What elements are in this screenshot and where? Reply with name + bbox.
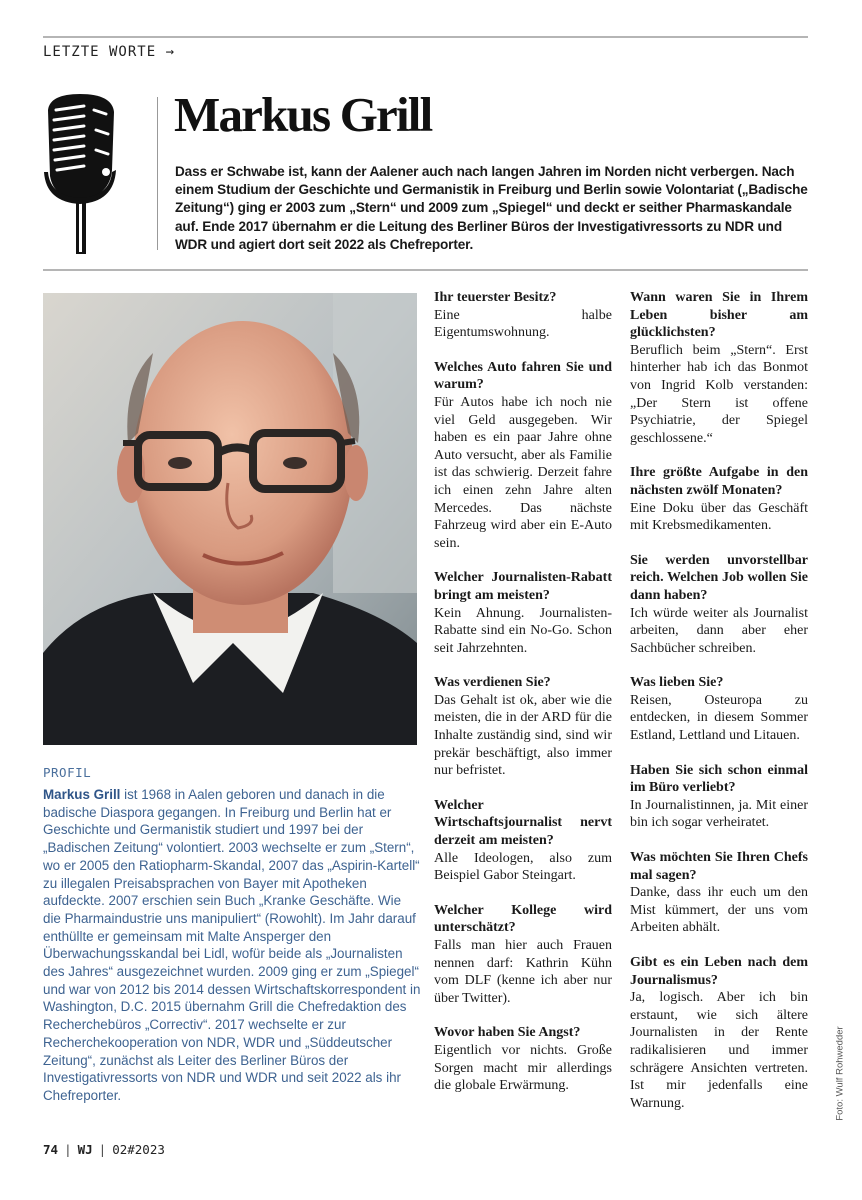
section-kicker: LETZTE WORTE → [43,44,176,60]
qa-item [630,954,808,1112]
answer: Reisen, Osteuropa zu entdecken, in diesem Sommer Estland, Lettland und Litauen. [630,692,808,744]
answer: Das Gehalt ist ok, aber wie die meisten, die in der ARD für die Inhalte zuständig sind, sind wir prekär beschäftigt, also immer nur befristet. [434,692,612,779]
microphone-icon [40,90,122,254]
portrait-photo [43,293,417,745]
header-bottom-rule [43,269,808,271]
profile-label: PROFIL [43,765,92,780]
answer: Eine halbe Eigentumswohnung. [434,307,612,341]
qa-item [434,797,612,885]
profile-body: ist 1968 in Aalen geboren und danach in die badische Diaspora gegangen. In Freiburg und Berlin hat er Geschichte und Germanistik studiert und 1997 bei der „Badischen Zeitung“ volontiert. 2003 wechselte er zum „Stern“, wo er 2005 den Ratiopharm-Skandal, 2007 das „Aspirin-Kartell“ zu illegalen Preisabsprachen von Bayer mit Apotheken aufdeckte. 2007 erschien sein Buch „Kranke Geschäfte. Wie die Pharmaindustrie uns manipuliert“ (Rowohlt). Im Jahr darauf enthüllte er gemeinsam mit Malte Ansperger den Überwachungsskandal bei Lidl, wofür beide als „Journalisten des Jahres“ ausgezeichnet wurden. 2009 ging er zum „Spiegel“ und war von 2012 bis 2014 dessen Wirtschaftskorrespondent in Washington, D.C. 2015 übernahm Grill die Chefredaktion des Recherchebüros „Correctiv“. 2017 wechselte er zur Recherchekooperation von NDR, WDR und „Süddeutscher Zeitung“, zunächst als Leiter des Berliner Büros der Investigativressorts von NDR und WDR und seit 2022 als ihr Chefreporter. [43,787,421,1103]
magazine-name: WJ [77,1142,93,1157]
question: Was verdienen Sie? [434,675,551,691]
qa-item [434,359,612,553]
header-divider [157,97,158,250]
question: Welches Auto fahren Sie und warum? [434,359,612,393]
question: Gibt es ein Leben nach dem Journalismus? [630,955,808,988]
qa-item [434,902,612,1008]
issue-number: 02#2023 [112,1142,165,1157]
qa-item [630,552,808,658]
qa-item [630,849,808,937]
question: Welcher Journalisten-Rabatt bringt am meisten? [434,570,612,603]
answer: Ja, logisch. Aber ich bin erstaunt, wie sich ältere Journalisten in der Rente radikalisieren und immer schrägere Ansichten vertreten. Ist mir jedenfalls eine Warnung. [630,990,808,1111]
question: Ihre größte Aufgabe in den nächsten zwölf Monaten? [630,465,808,498]
page-footer: 74 | WJ | 02#2023 [43,1142,165,1157]
question: Was lieben Sie? [630,675,724,691]
question: Wovor haben Sie Angst? [434,1025,581,1041]
interview-column-1 [434,289,612,1112]
question: Welcher Kollege wird unterschätzt? [434,902,612,936]
answer: In Journalistinnen, ja. Mit einer bin ich sogar verheiratet. [630,797,808,831]
intro-text: Dass er Schwabe ist, kann der Aalener auch nach langen Jahren im Norden nicht verbergen. Nach einem Studium der Geschichte und Germanistik in Freiburg und Berlin sowie Volontariat („Badische Zeitung“) ging er 2003 zum „Stern“ und 2009 zum „Spiegel“ und deckt er seither Pharmaskandale auf. Ende 2017 übernahm er die Leitung des Berliner Büros der Investigativressorts zu NDR und WDR und agiert dort seit 2022 als Chefreporter. [175,164,808,252]
answer: Eigentlich vor nichts. Große Sorgen macht mir allerdings die globale Erwärmung. [434,1042,612,1094]
answer: Beruflich beim „Stern“. Erst hinterher hab ich das Bonmot von Ingrid Kolb verstanden: „Der Stern ist offene Psychiatrie, der Spiegel geschlossene.“ [630,342,808,446]
qa-item [434,289,612,342]
qa-item [630,289,808,447]
question: Ihr teuerster Besitz? [434,290,557,305]
question: Haben Sie sich schon einmal im Büro verliebt? [630,762,808,796]
question: Wann waren Sie in Ihrem Leben bisher am glücklichsten? [630,290,808,341]
answer: Alle Ideologen, also zum Beispiel Gabor Steingart. [434,850,612,884]
answer: Kein Ahnung. Journalisten-Rabatte sind ein No-Go. Schon seit Jahrzehnten. [434,605,612,656]
qa-item [434,569,612,657]
qa-item [630,762,808,832]
qa-item [434,1024,612,1094]
interview-column-2 [630,289,808,1129]
answer: Eine Doku über das Geschäft mit Krebsmedikamenten. [630,500,808,534]
question: Sie werden unvorstellbar reich. Welchen Job wollen Sie dann haben? [630,552,808,603]
page-title: Markus Grill [174,87,432,142]
profile-text [43,786,421,1105]
profile-name: Markus Grill [43,787,121,802]
answer: Ich würde weiter als Journalist arbeiten, dann aber eher Sachbücher schreiben. [630,605,808,656]
question: Welcher Wirtschaftsjournalist nervt derzeit am meisten? [434,797,612,849]
top-rule [43,36,808,38]
photo-credit: Foto: Wulf Rohwedder [834,1026,846,1121]
qa-item [434,674,612,780]
answer: Für Autos habe ich noch nie viel Geld ausgegeben. Wir haben es ein paar Jahre ohne Auto versucht, aber als Familie ist das schwierig. Derzeit fahre ich einen zehn Jahre alten Mercedes. Das nächste Fahrzeug wird aber ein E-Auto sein. [434,394,612,551]
qa-item [630,464,808,534]
page-number: 74 [43,1142,59,1157]
question: Was möchten Sie Ihren Chefs mal sagen? [630,850,808,883]
qa-item [630,674,808,744]
answer: Danke, dass ihr euch um den Mist kümmert, der uns vom Arbeiten abhält. [630,885,808,936]
answer: Falls man hier auch Frauen nennen darf: Kathrin Kühn vom DLF (kenne ich aber nur über Twitter). [434,938,612,1006]
